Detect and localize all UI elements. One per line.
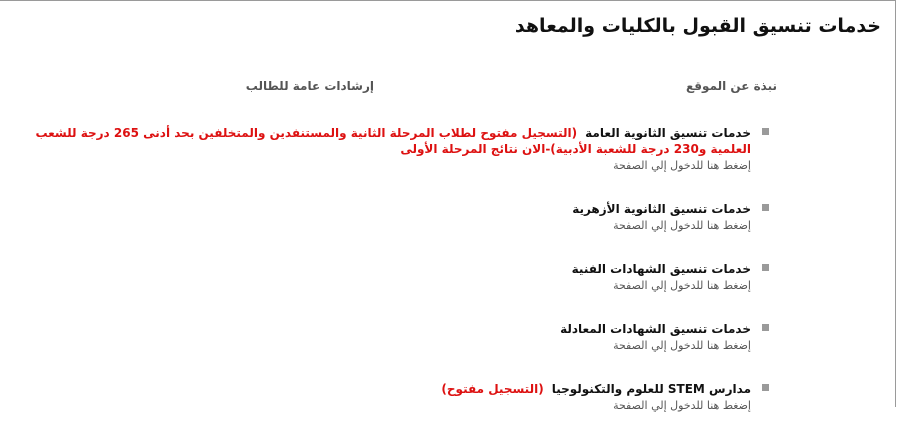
service-title-text: خدمات تنسيق الشهادات المعادلة xyxy=(560,322,751,336)
service-item-equivalent-certificates xyxy=(9,321,769,354)
square-bullet-icon xyxy=(762,324,769,331)
service-enter-link[interactable]: إضغط هنا للدخول إلي الصفحة xyxy=(613,339,751,352)
square-bullet-icon xyxy=(762,204,769,211)
student-guidelines-link[interactable]: إرشادات عامة للطالب xyxy=(245,79,374,93)
service-enter-link[interactable]: إضغط هنا للدخول إلي الصفحة xyxy=(613,279,751,292)
service-note: (التسجيل مفتوح) xyxy=(441,382,544,396)
service-title-text: خدمات تنسيق الشهادات الفنية xyxy=(571,262,751,276)
service-title-text: مدارس STEM للعلوم والتكنولوجيا xyxy=(551,382,751,396)
service-title-text: خدمات تنسيق الثانوية العامة xyxy=(585,126,751,140)
service-item-stem-schools xyxy=(9,381,769,414)
service-title[interactable] xyxy=(9,261,751,277)
service-item-general-secondary xyxy=(9,125,769,174)
service-enter-link[interactable]: إضغط هنا للدخول إلي الصفحة xyxy=(613,399,751,412)
square-bullet-icon xyxy=(762,128,769,135)
services-list xyxy=(9,125,769,441)
square-bullet-icon xyxy=(762,264,769,271)
service-title-text: خدمات تنسيق الثانوية الأزهرية xyxy=(572,202,751,216)
service-enter-link[interactable]: إضغط هنا للدخول إلي الصفحة xyxy=(613,219,751,232)
about-site-link[interactable]: نبذة عن الموقع xyxy=(685,79,777,93)
service-title[interactable] xyxy=(9,321,751,337)
square-bullet-icon xyxy=(762,384,769,391)
service-title[interactable] xyxy=(9,201,751,217)
service-title[interactable] xyxy=(9,381,751,397)
service-item-technical-certificates xyxy=(9,261,769,294)
service-title[interactable] xyxy=(9,125,751,157)
service-item-azhar-secondary xyxy=(9,201,769,234)
service-note: (التسجيل مفتوح لطلاب المرحلة الثانية والمستنفدين والمتخلفين بحد أدنى 265 درجة للشعب العلمية و230 درجة للشعبة الأدبية)-الان نتائج المرحلة الأولى xyxy=(35,126,751,156)
page-title: خدمات تنسيق القبول بالكليات والمعاهد xyxy=(514,15,881,37)
service-enter-link[interactable]: إضغط هنا للدخول إلي الصفحة xyxy=(613,159,751,172)
